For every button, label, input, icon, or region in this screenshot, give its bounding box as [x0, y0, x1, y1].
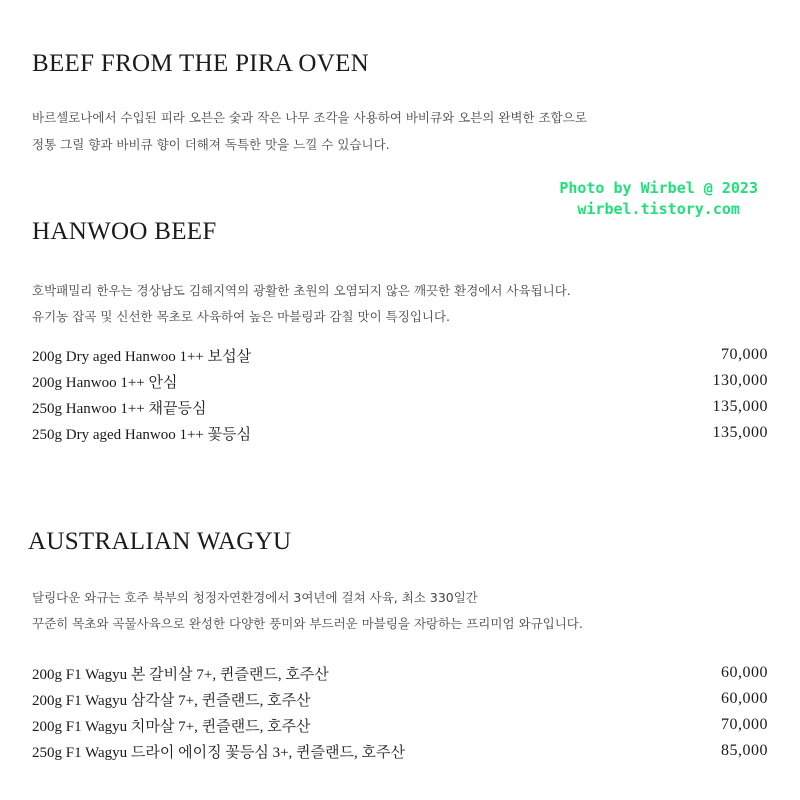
menu-item-price: 135,000	[712, 398, 768, 415]
menu-item-price: 70,000	[721, 346, 768, 363]
menu-item	[32, 343, 768, 367]
section-title-pira-oven: BEEF FROM THE PIRA OVEN	[32, 50, 370, 77]
menu-item-price: 85,000	[721, 742, 768, 759]
photo-watermark	[559, 178, 758, 220]
menu-item-price: 70,000	[721, 716, 768, 733]
menu-item	[32, 369, 768, 393]
pira-oven-description-line-2: 정통 그릴 향과 바비큐 향이 더해져 독특한 맛을 느낄 수 있습니다.	[32, 137, 390, 152]
watermark-url: wirbel.tistory.com	[577, 200, 740, 218]
menu-item-name: 250g F1 Wagyu 드라이 에이징 꽃등심 3+, 퀸즐랜드, 호주산	[32, 744, 405, 761]
menu-item	[32, 687, 768, 711]
menu-item	[32, 739, 768, 763]
menu-item-name: 200g F1 Wagyu 삼각살 7+, 퀸즐랜드, 호주산	[32, 692, 311, 709]
menu-item-name: 200g Dry aged Hanwoo 1++ 보섭살	[32, 348, 252, 365]
section-title-hanwoo: HANWOO BEEF	[32, 218, 217, 245]
menu-item-name: 200g F1 Wagyu 본 갈비살 7+, 퀸즐랜드, 호주산	[32, 666, 329, 683]
menu-item-name: 200g F1 Wagyu 치마살 7+, 퀸즐랜드, 호주산	[32, 718, 311, 735]
menu-item-price: 135,000	[712, 424, 768, 441]
wagyu-description-line-1: 달링다운 와규는 호주 북부의 청정자연환경에서 3여년에 걸쳐 사육, 최소 330일간	[32, 590, 478, 605]
menu-item	[32, 421, 768, 445]
hanwoo-description-line-1: 호박패밀리 한우는 경상남도 김해지역의 광활한 초원의 오염되지 않은 깨끗한 환경에서 사육됩니다.	[32, 283, 571, 298]
menu-item-price: 60,000	[721, 690, 768, 707]
menu-item-price: 60,000	[721, 664, 768, 681]
menu-item	[32, 661, 768, 685]
menu-item	[32, 713, 768, 737]
menu-item-name: 250g Dry aged Hanwoo 1++ 꽃등심	[32, 426, 252, 443]
menu-item-name: 200g Hanwoo 1++ 안심	[32, 374, 178, 391]
menu-item-name: 250g Hanwoo 1++ 채끝등심	[32, 400, 207, 417]
wagyu-description-line-2: 꾸준히 목초와 곡물사육으로 완성한 다양한 풍미와 부드러운 마블링을 자랑하는 프리미엄 와규입니다.	[32, 616, 583, 631]
section-title-wagyu: AUSTRALIAN WAGYU	[28, 528, 292, 555]
pira-oven-description-line-1: 바르셀로나에서 수입된 피라 오븐은 숯과 작은 나무 조각을 사용하여 바비큐와 오븐의 완벽한 조합으로	[32, 110, 587, 125]
menu-item	[32, 395, 768, 419]
hanwoo-description-line-2: 유기농 잡곡 및 신선한 목초로 사육하여 높은 마블링과 감칠 맛이 특징입니다.	[32, 309, 451, 324]
watermark-credit: Photo by Wirbel @ 2023	[559, 179, 758, 197]
menu-item-price: 130,000	[712, 372, 768, 389]
